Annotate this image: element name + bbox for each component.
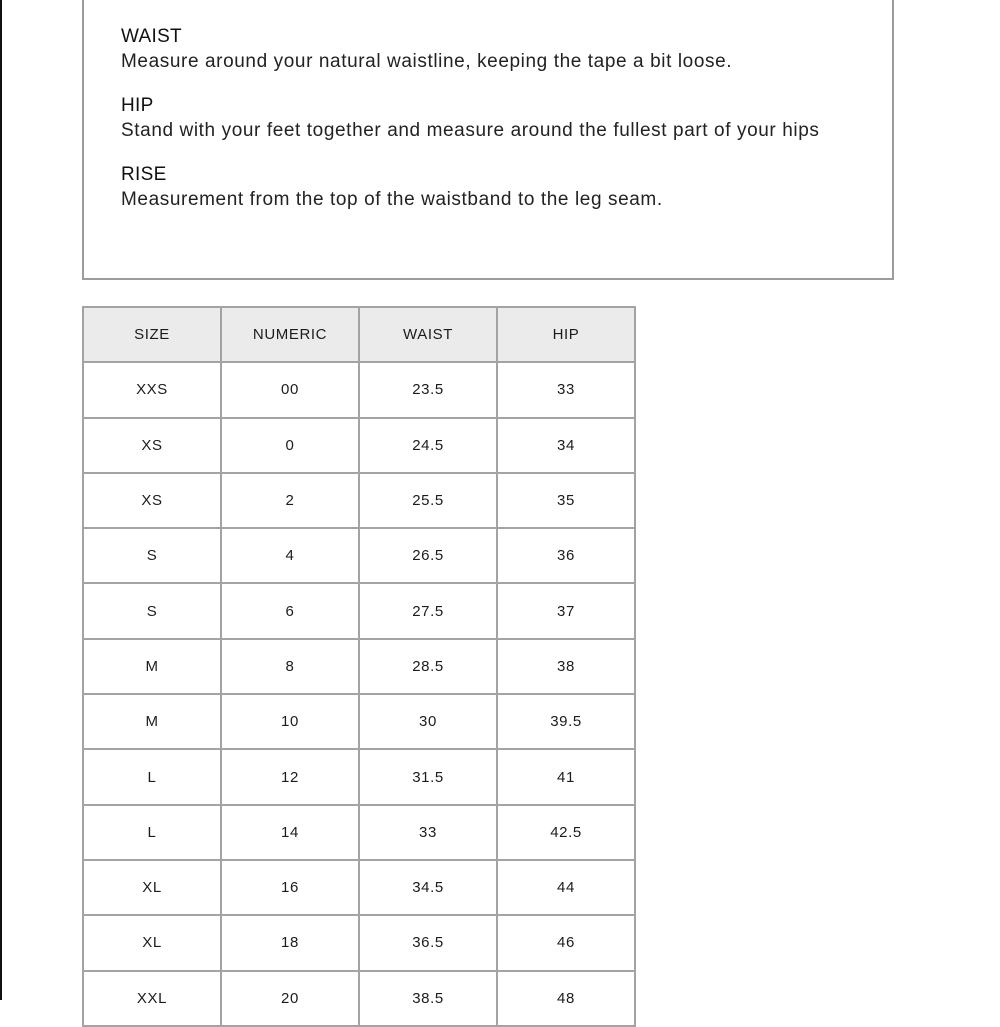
cell-numeric: 20 — [221, 971, 359, 1026]
cell-numeric: 00 — [221, 362, 359, 417]
cell-waist: 38.5 — [359, 971, 497, 1026]
header-hip: HIP — [497, 307, 635, 362]
cell-hip: 41 — [497, 749, 635, 804]
cell-size: M — [83, 639, 221, 694]
cell-size: S — [83, 583, 221, 638]
cell-size: L — [83, 749, 221, 804]
cell-hip: 44 — [497, 860, 635, 915]
cell-waist: 24.5 — [359, 418, 497, 473]
hip-heading: HIP — [121, 95, 154, 116]
page-left-border — [0, 0, 2, 1000]
cell-waist: 31.5 — [359, 749, 497, 804]
table-row — [83, 805, 635, 860]
cell-numeric: 18 — [221, 915, 359, 970]
cell-numeric: 8 — [221, 639, 359, 694]
cell-waist: 26.5 — [359, 528, 497, 583]
cell-size: XS — [83, 473, 221, 528]
table-row — [83, 860, 635, 915]
cell-waist: 27.5 — [359, 583, 497, 638]
cell-numeric: 14 — [221, 805, 359, 860]
cell-size: XL — [83, 860, 221, 915]
table-row — [83, 639, 635, 694]
cell-hip: 48 — [497, 971, 635, 1026]
cell-size: XXL — [83, 971, 221, 1026]
cell-hip: 34 — [497, 418, 635, 473]
cell-size: L — [83, 805, 221, 860]
table-row — [83, 694, 635, 749]
header-waist: WAIST — [359, 307, 497, 362]
table-row — [83, 528, 635, 583]
cell-hip: 33 — [497, 362, 635, 417]
cell-numeric: 10 — [221, 694, 359, 749]
waist-description: Measure around your natural waistline, keeping the tape a bit loose. — [121, 51, 733, 72]
cell-hip: 35 — [497, 473, 635, 528]
header-numeric: NUMERIC — [221, 307, 359, 362]
cell-hip: 38 — [497, 639, 635, 694]
header-size: SIZE — [83, 307, 221, 362]
rise-description: Measurement from the top of the waistband to the leg seam. — [121, 189, 663, 210]
size-chart-table — [82, 306, 636, 1027]
cell-numeric: 4 — [221, 528, 359, 583]
cell-hip: 39.5 — [497, 694, 635, 749]
cell-size: XL — [83, 915, 221, 970]
cell-waist: 36.5 — [359, 915, 497, 970]
cell-waist: 28.5 — [359, 639, 497, 694]
table-row — [83, 418, 635, 473]
table-row — [83, 583, 635, 638]
table-header-row — [83, 307, 635, 362]
cell-waist: 25.5 — [359, 473, 497, 528]
rise-heading: RISE — [121, 164, 167, 185]
table-row — [83, 971, 635, 1026]
cell-size: XXS — [83, 362, 221, 417]
cell-numeric: 16 — [221, 860, 359, 915]
hip-guide — [121, 94, 819, 144]
waist-heading: WAIST — [121, 26, 182, 47]
cell-hip: 37 — [497, 583, 635, 638]
cell-size: XS — [83, 418, 221, 473]
table-row — [83, 915, 635, 970]
cell-numeric: 0 — [221, 418, 359, 473]
cell-waist: 23.5 — [359, 362, 497, 417]
cell-hip: 46 — [497, 915, 635, 970]
cell-numeric: 2 — [221, 473, 359, 528]
cell-waist: 33 — [359, 805, 497, 860]
measurement-guide-box — [82, 0, 894, 280]
cell-size: S — [83, 528, 221, 583]
cell-hip: 42.5 — [497, 805, 635, 860]
cell-numeric: 12 — [221, 749, 359, 804]
cell-numeric: 6 — [221, 583, 359, 638]
table-row — [83, 473, 635, 528]
cell-size: M — [83, 694, 221, 749]
cell-waist: 30 — [359, 694, 497, 749]
rise-guide — [121, 163, 663, 213]
waist-guide — [121, 25, 732, 75]
cell-waist: 34.5 — [359, 860, 497, 915]
hip-description: Stand with your feet together and measure around the fullest part of your hips — [121, 120, 820, 141]
table-row — [83, 362, 635, 417]
cell-hip: 36 — [497, 528, 635, 583]
table-row — [83, 749, 635, 804]
